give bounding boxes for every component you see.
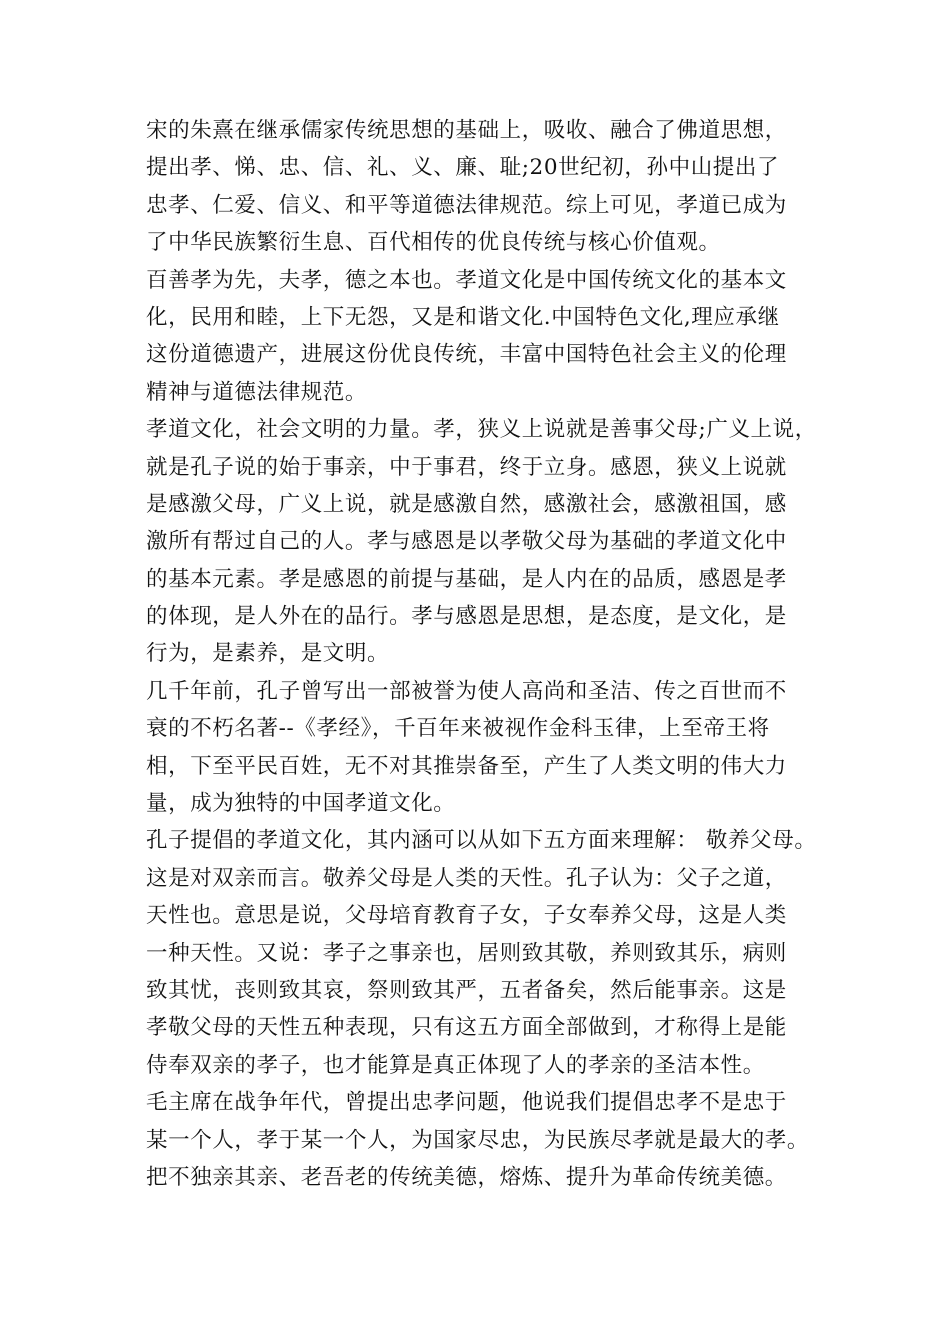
text-line: 孔子提倡的孝道文化，其内涵可以从如下五方面来理解： 敬养父母。 xyxy=(146,828,817,854)
text-line: 忠孝、仁爱、信义、和平等道德法律规范。综上可见，孝道已成为 xyxy=(146,192,787,218)
text-line: 这份道德遗产，进展这份优良传统，丰富中国特色社会主义的伦理 xyxy=(146,342,787,368)
text-line: 一种天性。又说：孝子之事亲也，居则致其敬，养则致其乐，病则 xyxy=(146,940,787,966)
text-line: 某一个人，孝于某一个人，为国家尽忠，为民族尽孝就是最大的孝。 xyxy=(146,1127,810,1153)
document-body xyxy=(146,112,826,1196)
text-line: 的基本元素。孝是感恩的前提与基础，是人内在的品质，感恩是孝 xyxy=(146,566,787,592)
text-line: 侍奉双亲的孝子，也才能算是真正体现了人的孝亲的圣洁本性。 xyxy=(146,1052,765,1078)
text-line: 精神与道德法律规范。 xyxy=(146,379,368,405)
text-line: 把不独亲其亲、老吾老的传统美德，熔炼、提升为革命传统美德。 xyxy=(146,1164,787,1190)
text-line: 就是孔子说的始于事亲，中于事君，终于立身。感恩，狭义上说就 xyxy=(146,454,787,480)
text-line: 量，成为独特的中国孝道文化。 xyxy=(146,791,456,817)
text-line: 宋的朱熹在继承儒家传统思想的基础上，吸收、融合了佛道思想， xyxy=(146,118,787,143)
text-line: 是感激父母，广义上说，就是感激自然，感激社会，感激祖国，感 xyxy=(146,491,787,517)
text-line: 致其忧，丧则致其哀，祭则致其严，五者备矣，然后能事亲。这是 xyxy=(146,977,787,1003)
text-line: 的体现，是人外在的品行。孝与感恩是思想，是态度，是文化，是 xyxy=(146,604,787,630)
text-line: 行为，是素养，是文明。 xyxy=(146,641,390,667)
text-line: 孝道文化，社会文明的力量。孝，狭义上说就是善事父母;广义上说， xyxy=(146,417,817,443)
text-line: 衰的不朽名著--《孝经》，千百年来被视作金科玉律，上至帝王将 xyxy=(146,716,770,742)
text-line: 提出孝、悌、忠、信、礼、义、廉、耻;20世纪初，孙中山提出了 xyxy=(146,155,780,181)
text-line: 相，下至平民百姓，无不对其推崇备至，产生了人类文明的伟大力 xyxy=(146,753,787,779)
text-line: 激所有帮过自己的人。孝与感恩是以孝敬父母为基础的孝道文化中 xyxy=(146,529,787,555)
text-line: 毛主席在战争年代，曾提出忠孝问题，他说我们提倡忠孝不是忠于 xyxy=(146,1090,787,1116)
text-line: 化，民用和睦，上下无怨，又是和谐文化.中国特色文化,理应承继 xyxy=(146,304,780,330)
text-line: 了中华民族繁衍生息、百代相传的优良传统与核心价值观。 xyxy=(146,230,721,256)
text-line: 天性也。意思是说，父母培育教育子女，子女奉养父母，这是人类 xyxy=(146,903,787,929)
text-line: 百善孝为先，夫孝，德之本也。孝道文化是中国传统文化的基本文 xyxy=(146,267,787,293)
text-line: 几千年前，孔子曾写出一部被誉为使人高尚和圣洁、传之百世而不 xyxy=(146,678,787,704)
text-line: 这是对双亲而言。敬养父母是人类的天性。孔子认为：父子之道， xyxy=(146,865,787,891)
text-line: 孝敬父母的天性五种表现，只有这五方面全部做到，才称得上是能 xyxy=(146,1015,787,1041)
